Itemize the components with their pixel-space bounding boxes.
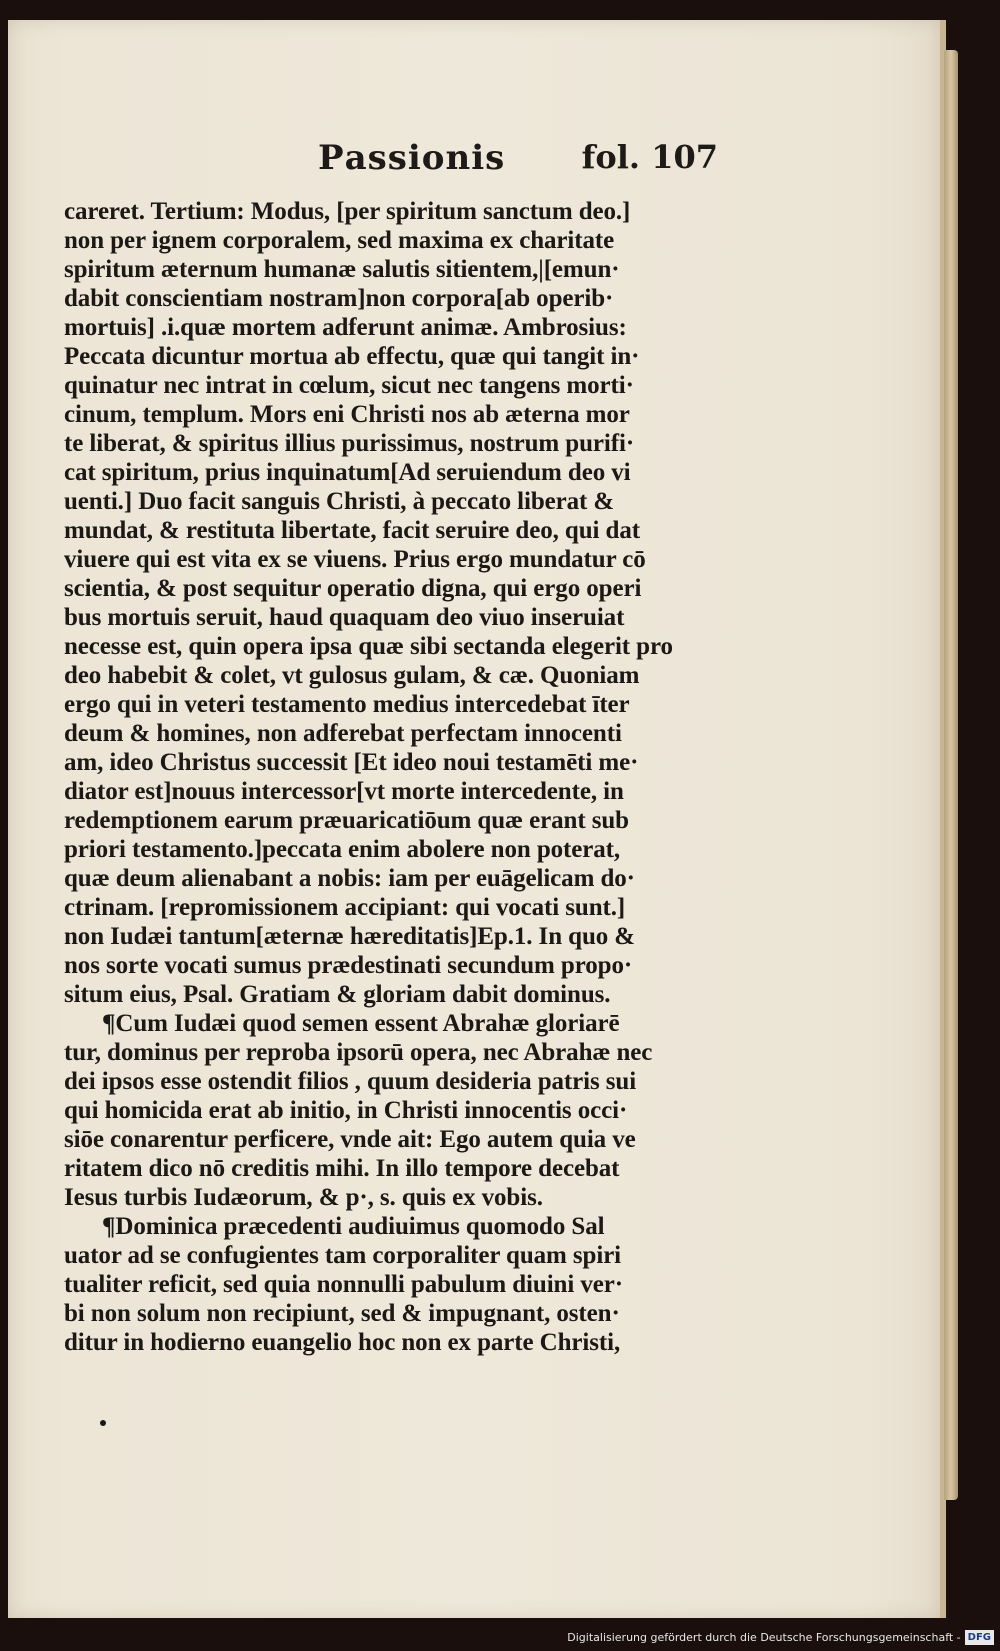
- text-line: mortuis] .i.quæ mortem adferunt animæ. Ambrosius:: [64, 314, 627, 341]
- text-line: cat spiritum, prius inquinatum[Ad seruiendum deo vi: [64, 459, 631, 486]
- text-line: Iesus turbis Iudæorum, & p·, s. quis ex vobis.: [64, 1184, 543, 1211]
- credit-text: Digitalisierung gefördert durch die Deutsche Forschungsgemeinschaft -: [567, 1630, 961, 1644]
- text-line: dabit conscientiam nostram]non corpora[ab operib·: [64, 285, 614, 312]
- text-line: diator est]nouus intercessor[vt morte intercedente, in: [64, 778, 624, 805]
- text-line: nos sorte vocati sumus prædestinati secundum propo·: [64, 952, 633, 979]
- text-line: spiritum æternum humanæ salutis sitientem,|[emun·: [64, 256, 620, 283]
- ink-dot: [100, 1420, 106, 1426]
- dfg-logo: DFG: [965, 1630, 994, 1645]
- paragraph-start-line: ¶Cum Iudæi quod semen essent Abrahæ gloriarē: [102, 1010, 620, 1037]
- text-line: viuere qui est vita ex se viuens. Prius ergo mundatur cō: [64, 546, 646, 573]
- text-line: quæ deum alienabant a nobis: iam per euāgelicam do·: [64, 865, 635, 892]
- text-line: ctrinam. [repromissionem accipiant: qui vocati sunt.]: [64, 894, 626, 921]
- text-line: scientia, & post sequitur operatio digna, qui ergo operi: [64, 575, 642, 602]
- text-line: siōe conarentur perficere, vnde ait: Ego autem quia ve: [64, 1126, 636, 1153]
- paragraph-start-line: ¶Dominica præcedenti audiuimus quomodo Sal: [102, 1213, 605, 1240]
- folio-number: fol. 107: [581, 138, 718, 176]
- text-line: priori testamento.]peccata enim abolere non poterat,: [64, 836, 621, 863]
- text-line: situm eius, Psal. Gratiam & gloriam dabit dominus.: [64, 981, 611, 1008]
- text-line: careret. Tertium: Modus, [per spiritum sanctum deo.]: [64, 198, 631, 225]
- text-line: ditur in hodierno euangelio hoc non ex parte Christi,: [64, 1329, 621, 1356]
- running-head: [318, 138, 718, 188]
- text-line: Peccata dicuntur mortua ab effectu, quæ qui tangit in·: [64, 343, 640, 370]
- text-line: dei ipsos esse ostendit filios , quum desideria patris sui: [64, 1068, 637, 1095]
- text-line: deo habebit & colet, vt gulosus gulam, & cæ. Quoniam: [64, 662, 640, 689]
- text-line: cinum, templum. Mors eni Christi nos ab æterna mor: [64, 401, 630, 428]
- text-line: bi non solum non recipiunt, sed & impugnant, osten·: [64, 1300, 620, 1327]
- running-title: Pаssionis: [318, 138, 506, 178]
- text-line: non per ignem corporalem, sed maxima ex charitate: [64, 227, 615, 254]
- page-edge: [944, 50, 958, 1500]
- text-line: mundat, & restituta libertate, facit seruire deo, qui dat: [64, 517, 640, 544]
- text-line: bus mortuis seruit, haud quaquam deo viuo inseruiat: [64, 604, 625, 631]
- text-line: tur, dominus per reproba ipsorū opera, nec Abrahæ nec: [64, 1039, 653, 1066]
- text-line: am, ideo Christus successit [Et ideo noui testamēti me·: [64, 749, 639, 776]
- text-line: te liberat, & spiritus illius purissimus, nostrum purifi·: [64, 430, 635, 457]
- text-line: deum & homines, non adferebat perfectam innocenti: [64, 720, 622, 747]
- text-line: tualiter reficit, sed quia nonnulli pabulum diuini ver·: [64, 1271, 623, 1298]
- text-line: non Iudæi tantum[æternæ hæreditatis]Ep.1. In quo &: [64, 923, 636, 950]
- text-line: uator ad se confugientes tam corporaliter quam spiri: [64, 1242, 622, 1269]
- text-line: ergo qui in veteri testamento medius intercedebat īter: [64, 691, 630, 718]
- text-line: ritatem dico nō creditis mihi. In illo tempore decebat: [64, 1155, 620, 1182]
- text-line: uenti.] Duo facit sanguis Christi, à peccato liberat &: [64, 488, 615, 515]
- digitization-credit: [567, 1627, 994, 1647]
- text-line: necesse est, quin opera ipsa quæ sibi sectanda elegerit pro: [64, 633, 673, 660]
- text-line: redemptionem earum præuaricatiōum quæ erant sub: [64, 807, 629, 834]
- text-line: qui homicida erat ab initio, in Christi innocentis occi·: [64, 1097, 628, 1124]
- book-page: [8, 20, 946, 1618]
- text-line: quinatur nec intrat in cœlum, sicut nec tangens morti·: [64, 372, 634, 399]
- text-block: [64, 197, 744, 1357]
